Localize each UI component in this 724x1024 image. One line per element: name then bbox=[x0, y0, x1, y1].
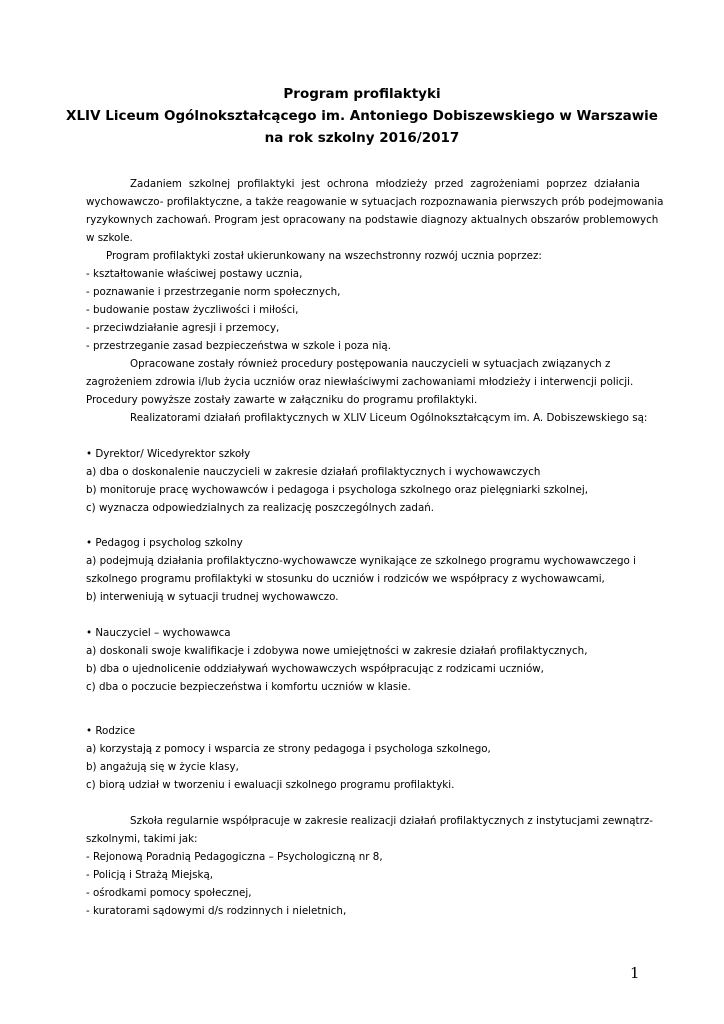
intro-line: ryzykownych zachowań. Program jest opracowany na podstawie diagnozy aktualnych obszarów problemowych bbox=[86, 214, 659, 226]
cooperation-line: szkolnymi, takimi jak: bbox=[86, 833, 198, 845]
page-number: 1 bbox=[630, 964, 640, 982]
teacher-item: a) doskonali swoje kwalifikacje i zdobywa nowe umiejętności w zakresie działań profilaktycznych, bbox=[86, 645, 588, 657]
intro-line: Zadaniem szkolnej profilaktyki jest ochrona młodzieży przed zagrożeniami poprzez działania bbox=[130, 178, 640, 190]
document-title: Program profilaktyki bbox=[283, 86, 441, 102]
school-year-heading: na rok szkolny 2016/2017 bbox=[264, 130, 460, 146]
pedagog-item: b) interweniują w sytuacji trudnej wychowawczo. bbox=[86, 591, 339, 603]
teacher-item: c) dba o poczucie bezpieczeństwa i komfortu uczniów w klasie. bbox=[86, 681, 411, 693]
pedagog-item: a) podejmują działania profilaktyczno-wychowawcze wynikające ze szkolnego programu wychowawczego i bbox=[86, 555, 636, 567]
institution-item: - Policją i Strażą Miejską, bbox=[86, 869, 214, 881]
pedagog-item: szkolnego programu profilaktyki w stosunku do uczniów i rodziców we współpracy z wychowawcami, bbox=[86, 573, 605, 585]
intro-line: wychowawczo- profilaktyczne, a także reagowanie w sytuacjach rozpoznawania pierwszych prób podejmowania bbox=[86, 196, 664, 208]
goal-item: - budowanie postaw życzliwości i miłości, bbox=[86, 304, 299, 316]
procedures-line: Realizatorami działań profilaktycznych w XLIV Liceum Ogólnokształcącym im. A. Dobiszewskiego są: bbox=[130, 412, 648, 424]
parents-item: a) korzystają z pomocy i wsparcia ze strony pedagoga i psychologa szkolnego, bbox=[86, 743, 491, 755]
procedures-line: Opracowane zostały również procedury postępowania nauczycieli w sytuacjach związanych z bbox=[130, 358, 611, 370]
goal-item: - kształtowanie właściwej postawy ucznia, bbox=[86, 268, 303, 280]
parents-item: b) angażują się w życie klasy, bbox=[86, 761, 239, 773]
procedures-line: zagrożeniem zdrowia i/lub życia uczniów oraz niewłaściwymi zachowaniami młodzieży i interwencji policji. bbox=[86, 376, 634, 388]
intro-line: w szkole. bbox=[86, 232, 133, 244]
intro-line: Program profilaktyki został ukierunkowany na wszechstronny rozwój ucznia poprzez: bbox=[106, 250, 542, 262]
institution-item: - Rejonową Poradnią Pedagogiczna – Psychologiczną nr 8, bbox=[86, 851, 383, 863]
director-item: c) wyznacza odpowiedzialnych za realizację poszczególnych zadań. bbox=[86, 502, 435, 514]
institution-item: - ośrodkami pomocy społecznej, bbox=[86, 887, 252, 899]
school-name-heading: XLIV Liceum Ogólnokształcącego im. Antoniego Dobiszewskiego w Warszawie bbox=[66, 108, 658, 124]
teacher-item: b) dba o ujednolicenie oddziaływań wychowawczych współpracując z rodzicami uczniów, bbox=[86, 663, 544, 675]
director-item: b) monitoruje pracę wychowawców i pedagoga i psychologa szkolnego oraz pielęgniarki szkolnej, bbox=[86, 484, 588, 496]
parents-heading: • Rodzice bbox=[86, 725, 136, 737]
pedagog-heading: • Pedagog i psycholog szkolny bbox=[86, 537, 243, 549]
procedures-line: Procedury powyższe zostały zawarte w załączniku do programu profilaktyki. bbox=[86, 394, 478, 406]
director-item: a) dba o doskonalenie nauczycieli w zakresie działań profilaktycznych i wychowawczych bbox=[86, 466, 541, 478]
director-heading: • Dyrektor/ Wicedyrektor szkoły bbox=[86, 448, 251, 460]
teacher-heading: • Nauczyciel – wychowawca bbox=[86, 627, 231, 639]
goal-item: - przeciwdziałanie agresji i przemocy, bbox=[86, 322, 280, 334]
goal-item: - poznawanie i przestrzeganie norm społecznych, bbox=[86, 286, 341, 298]
cooperation-line: Szkoła regularnie współpracuje w zakresie realizacji działań profilaktycznych z instytucjami zewnątrz- bbox=[130, 815, 653, 827]
goal-item: - przestrzeganie zasad bezpieczeństwa w szkole i poza nią. bbox=[86, 340, 392, 352]
parents-item: c) biorą udział w tworzeniu i ewaluacji szkolnego programu profilaktyki. bbox=[86, 779, 455, 791]
institution-item: - kuratorami sądowymi d/s rodzinnych i nieletnich, bbox=[86, 905, 347, 917]
